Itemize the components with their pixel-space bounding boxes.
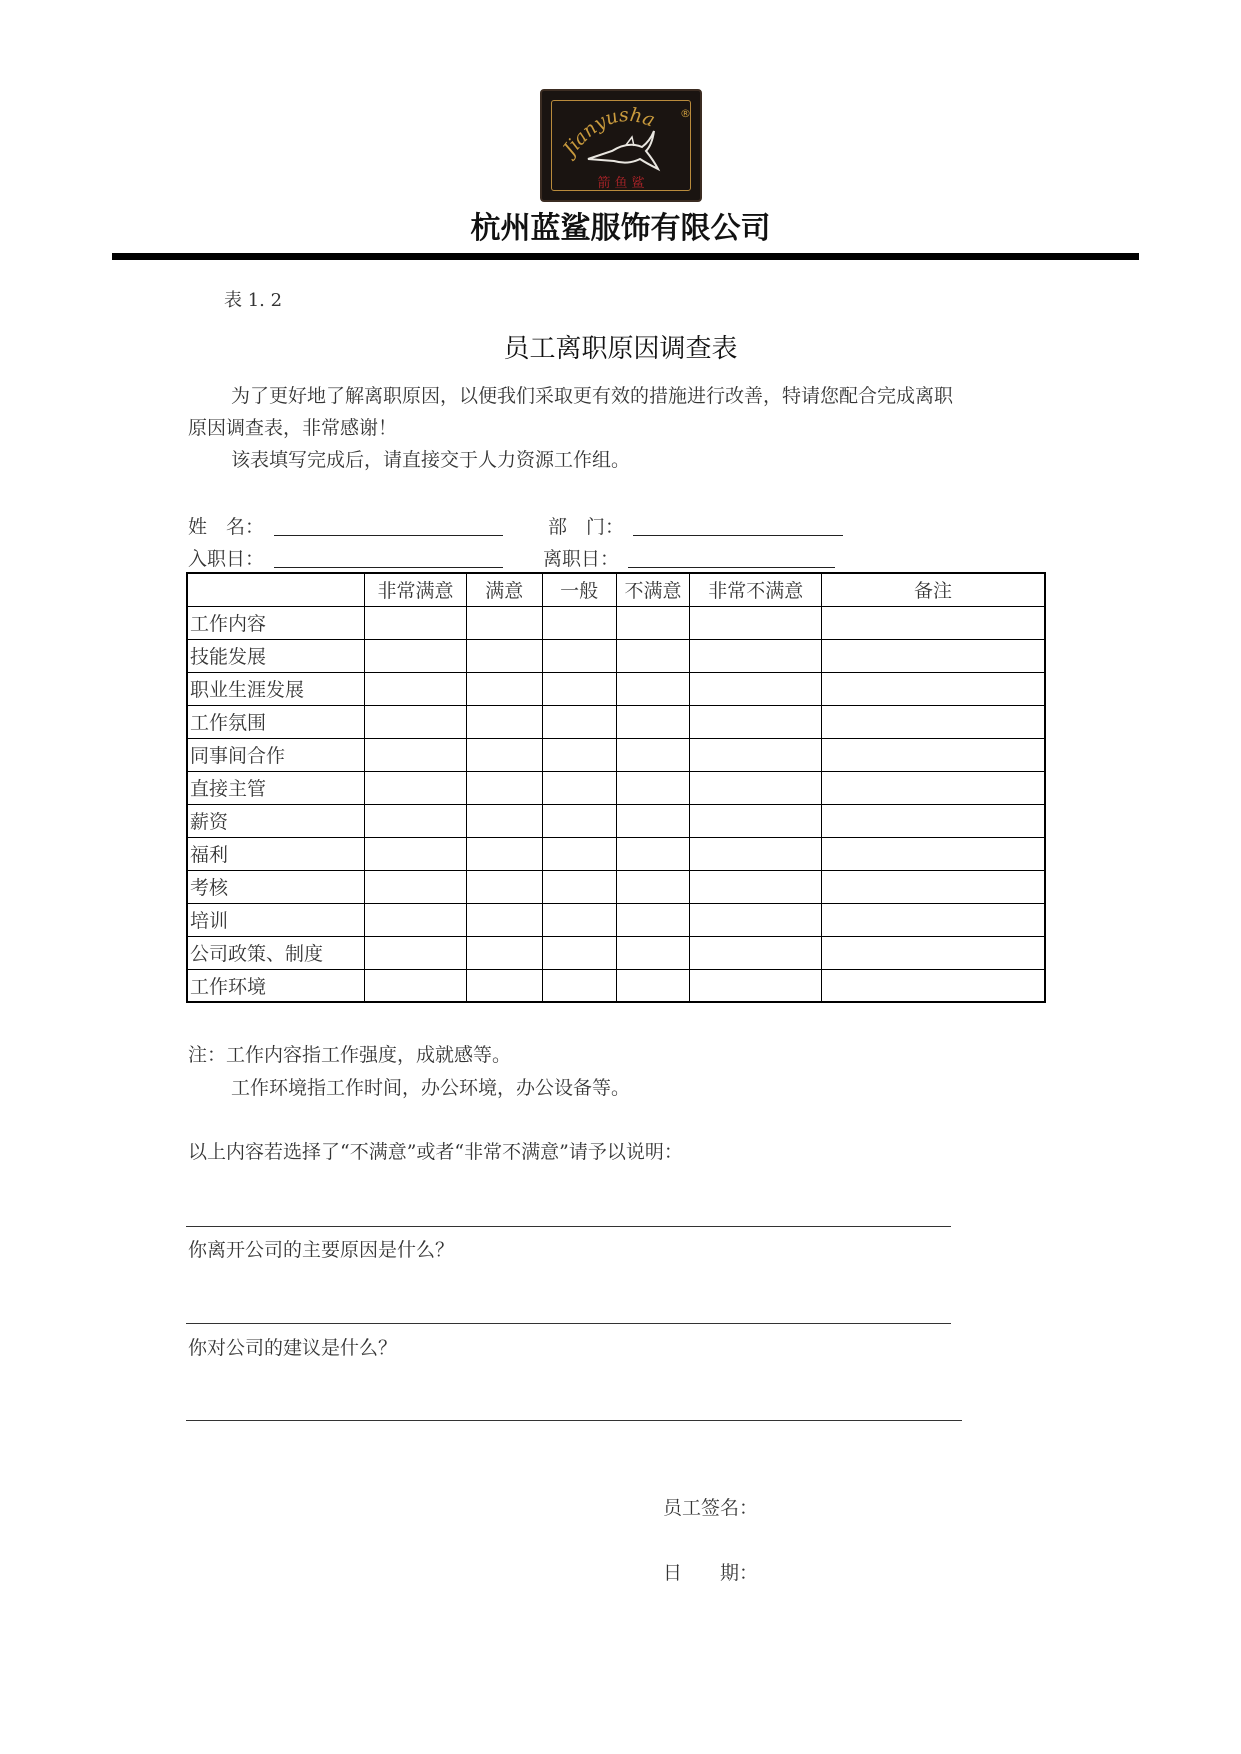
dissatisfied-cell[interactable] [616, 804, 690, 837]
swordfish-logo-icon [542, 91, 704, 204]
satisfied-cell[interactable] [466, 969, 542, 1002]
question-dissatisfied-explain: 以上内容若选择了“不满意”或者“非常不满意”请予以说明： [188, 1141, 683, 1163]
neutral-cell[interactable] [542, 969, 616, 1002]
satisfied-cell[interactable] [466, 606, 542, 639]
leave-date-field[interactable] [628, 567, 835, 568]
question-leave-reason: 你离开公司的主要原因是什么？ [188, 1239, 455, 1261]
logo-brand-cn: 箭鱼鲨 [597, 176, 649, 191]
table-row [187, 705, 1045, 738]
satisfied-cell[interactable] [466, 804, 542, 837]
registered-mark: ® [680, 107, 691, 120]
satisfied-cell[interactable] [466, 936, 542, 969]
neutral-cell[interactable] [542, 837, 616, 870]
answer-line-1[interactable] [186, 1226, 951, 1227]
remarks-cell[interactable] [822, 705, 1045, 738]
table-row [187, 771, 1045, 804]
table-row [187, 804, 1045, 837]
header-neutral: 一般 [542, 573, 616, 606]
department-label: 部 门： [548, 516, 625, 538]
table-row [187, 837, 1045, 870]
very-dissatisfied-cell[interactable] [690, 672, 822, 705]
header-very-dissatisfied: 非常不满意 [690, 573, 822, 606]
dissatisfied-cell[interactable] [616, 936, 690, 969]
row-item-label: 技能发展 [187, 639, 365, 672]
row-item-label: 工作内容 [187, 606, 365, 639]
very-satisfied-cell[interactable] [365, 870, 467, 903]
row-item-label: 培训 [187, 903, 365, 936]
dissatisfied-cell[interactable] [616, 903, 690, 936]
dissatisfied-cell[interactable] [616, 639, 690, 672]
satisfied-cell[interactable] [466, 672, 542, 705]
satisfaction-table [186, 572, 1046, 1003]
row-item-label: 工作环境 [187, 969, 365, 1002]
very-satisfied-cell[interactable] [365, 903, 467, 936]
remarks-cell[interactable] [822, 639, 1045, 672]
intro-line-3: 该表填写完成后，请直接交于人力资源工作组。 [231, 449, 631, 471]
question-suggestion: 你对公司的建议是什么？ [188, 1337, 398, 1359]
signature-date-label: 日 期： [663, 1562, 759, 1584]
neutral-cell[interactable] [542, 705, 616, 738]
very-dissatisfied-cell[interactable] [690, 771, 822, 804]
department-field[interactable] [633, 535, 843, 536]
very-dissatisfied-cell[interactable] [690, 705, 822, 738]
table-row [187, 672, 1045, 705]
header-very-satisfied: 非常满意 [365, 573, 467, 606]
header-satisfied: 满意 [466, 573, 542, 606]
header-item [187, 573, 365, 606]
neutral-cell[interactable] [542, 936, 616, 969]
company-name: 杭州蓝鲨服饰有限公司 [470, 211, 771, 246]
row-item-label: 职业生涯发展 [187, 672, 365, 705]
intro-line-2: 原因调查表，非常感谢！ [188, 417, 398, 439]
satisfied-cell[interactable] [466, 870, 542, 903]
very-satisfied-cell[interactable] [365, 738, 467, 771]
satisfied-cell[interactable] [466, 903, 542, 936]
row-item-label: 薪资 [187, 804, 365, 837]
very-satisfied-cell[interactable] [365, 672, 467, 705]
very-dissatisfied-cell[interactable] [690, 936, 822, 969]
satisfied-cell[interactable] [466, 738, 542, 771]
intro-line-1: 为了更好地了解离职原因，以便我们采取更有效的措施进行改善，特请您配合完成离职 [231, 385, 954, 407]
dissatisfied-cell[interactable] [616, 672, 690, 705]
employee-signature-label: 员工签名： [663, 1497, 759, 1519]
remarks-cell[interactable] [822, 903, 1045, 936]
remarks-cell[interactable] [822, 606, 1045, 639]
remarks-cell[interactable] [822, 837, 1045, 870]
satisfied-cell[interactable] [466, 639, 542, 672]
satisfied-cell[interactable] [466, 705, 542, 738]
very-satisfied-cell[interactable] [365, 936, 467, 969]
very-satisfied-cell[interactable] [365, 804, 467, 837]
neutral-cell[interactable] [542, 738, 616, 771]
answer-line-2[interactable] [186, 1323, 951, 1324]
header-remarks: 备注 [822, 573, 1045, 606]
neutral-cell[interactable] [542, 903, 616, 936]
very-satisfied-cell[interactable] [365, 837, 467, 870]
row-item-label: 考核 [187, 870, 365, 903]
very-dissatisfied-cell[interactable] [690, 738, 822, 771]
dissatisfied-cell[interactable] [616, 837, 690, 870]
form-number: 表 1. 2 [224, 290, 283, 311]
header-dissatisfied: 不满意 [616, 573, 690, 606]
neutral-cell[interactable] [542, 804, 616, 837]
svg-text:Jianyusha [556, 104, 658, 163]
row-item-label: 同事间合作 [187, 738, 365, 771]
table-row [187, 903, 1045, 936]
form-title: 员工离职原因调查表 [503, 334, 738, 364]
very-dissatisfied-cell[interactable] [690, 606, 822, 639]
very-satisfied-cell[interactable] [365, 639, 467, 672]
name-label: 姓 名： [188, 516, 265, 538]
neutral-cell[interactable] [542, 672, 616, 705]
very-dissatisfied-cell[interactable] [690, 870, 822, 903]
note-line-1: 注：工作内容指工作强度，成就感等。 [188, 1044, 512, 1066]
satisfied-cell[interactable] [466, 837, 542, 870]
row-item-label: 直接主管 [187, 771, 365, 804]
very-satisfied-cell[interactable] [365, 969, 467, 1002]
row-item-label: 公司政策、制度 [187, 936, 365, 969]
remarks-cell[interactable] [822, 771, 1045, 804]
very-satisfied-cell[interactable] [365, 606, 467, 639]
table-row [187, 639, 1045, 672]
header-divider [112, 253, 1139, 260]
name-field[interactable] [274, 535, 503, 536]
very-dissatisfied-cell[interactable] [690, 969, 822, 1002]
remarks-cell[interactable] [822, 804, 1045, 837]
logo-brand-script: Jianyusha [558, 103, 659, 160]
very-dissatisfied-cell[interactable] [690, 903, 822, 936]
row-item-label: 工作氛围 [187, 705, 365, 738]
neutral-cell[interactable] [542, 771, 616, 804]
remarks-cell[interactable] [822, 672, 1045, 705]
dissatisfied-cell[interactable] [616, 771, 690, 804]
dissatisfied-cell[interactable] [616, 870, 690, 903]
note-line-2: 工作环境指工作时间，办公环境，办公设备等。 [231, 1077, 631, 1099]
very-dissatisfied-cell[interactable] [690, 639, 822, 672]
remarks-cell[interactable] [822, 969, 1045, 1002]
table-row [187, 738, 1045, 771]
dissatisfied-cell[interactable] [616, 738, 690, 771]
remarks-cell[interactable] [822, 936, 1045, 969]
neutral-cell[interactable] [542, 639, 616, 672]
satisfied-cell[interactable] [466, 771, 542, 804]
dissatisfied-cell[interactable] [616, 606, 690, 639]
table-row [187, 936, 1045, 969]
very-dissatisfied-cell[interactable] [690, 837, 822, 870]
table-row [187, 969, 1045, 1002]
very-dissatisfied-cell[interactable] [690, 804, 822, 837]
join-date-field[interactable] [274, 567, 503, 568]
dissatisfied-cell[interactable] [616, 969, 690, 1002]
neutral-cell[interactable] [542, 606, 616, 639]
table-header-row [187, 573, 1045, 606]
neutral-cell[interactable] [542, 870, 616, 903]
leave-date-label: 离职日： [543, 548, 620, 570]
very-satisfied-cell[interactable] [365, 705, 467, 738]
table-row [187, 870, 1045, 903]
company-logo [540, 89, 702, 202]
row-item-label: 福利 [187, 837, 365, 870]
very-satisfied-cell[interactable] [365, 771, 467, 804]
table-row [187, 606, 1045, 639]
remarks-cell[interactable] [822, 870, 1045, 903]
remarks-cell[interactable] [822, 738, 1045, 771]
dissatisfied-cell[interactable] [616, 705, 690, 738]
answer-line-3[interactable] [186, 1420, 962, 1421]
join-date-label: 入职日： [188, 548, 265, 570]
